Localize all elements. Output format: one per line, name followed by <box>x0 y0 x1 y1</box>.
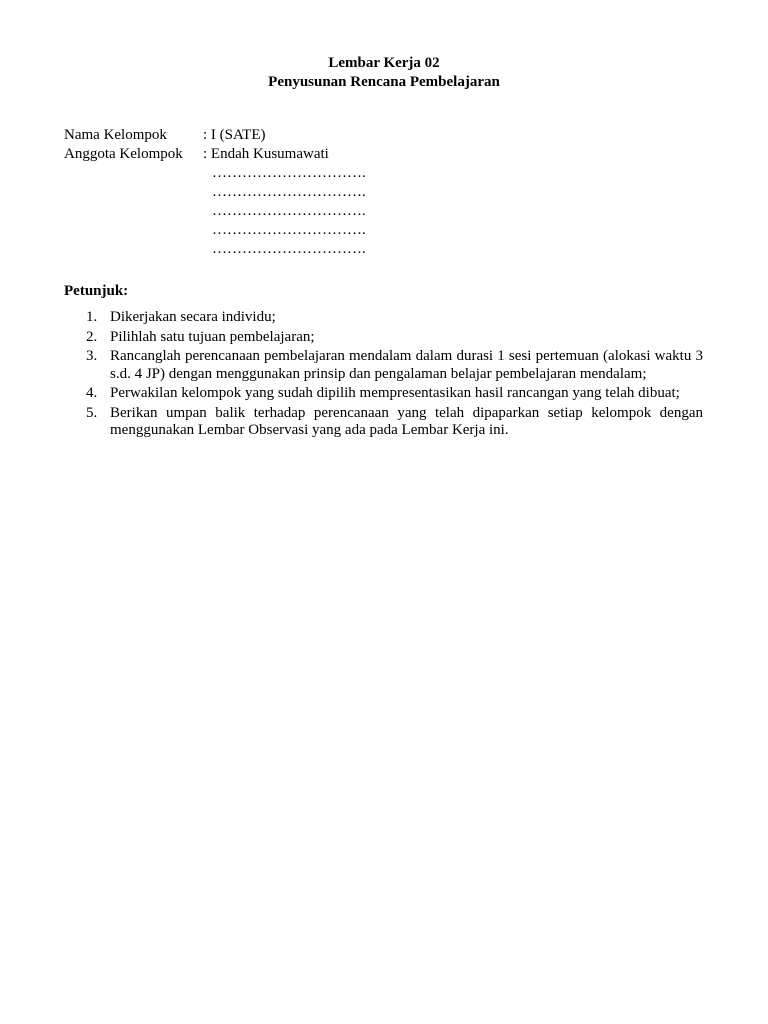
instruction-item <box>64 309 703 327</box>
member-blank-line: …………………………. <box>212 165 366 181</box>
instruction-item <box>64 385 703 403</box>
instruction-number: 4. <box>86 385 98 401</box>
document-header <box>0 54 768 92</box>
instruction-item <box>64 329 703 347</box>
group-name-value: : I (SATE) <box>203 127 266 143</box>
instruction-text: Dikerjakan secara individu; <box>110 309 276 325</box>
group-members-row <box>64 145 329 164</box>
instruction-number: 5. <box>86 404 98 421</box>
group-member-1: : Endah Kusumawati <box>203 146 329 162</box>
instruction-number: 2. <box>86 328 98 345</box>
instruction-number: 1. <box>86 309 98 325</box>
member-blank-line: …………………………. <box>212 184 366 200</box>
instructions-heading: Petunjuk: <box>64 283 129 299</box>
member-blank-lines <box>212 164 366 259</box>
instruction-number: 3. <box>86 348 98 364</box>
document-title: Lembar Kerja 02 <box>328 55 440 71</box>
instruction-item <box>64 405 703 440</box>
group-name-row <box>64 126 329 145</box>
instructions-list <box>64 309 703 442</box>
group-members-label: Anggota Kelompok <box>64 146 183 162</box>
member-blank-line: …………………………. <box>212 203 366 219</box>
instruction-item <box>64 348 703 383</box>
instruction-text: Berikan umpan balik terhadap perencanaan yang telah dipaparkan setiap kelompok dengan menggunakan Lembar Observasi yang ada pada Lembar Kerja ini. <box>110 404 703 438</box>
group-info <box>64 126 329 164</box>
document-subtitle: Penyusunan Rencana Pembelajaran <box>268 74 500 90</box>
member-blank-line: …………………………. <box>212 241 366 257</box>
group-name-label: Nama Kelompok <box>64 127 167 143</box>
instruction-text: Perwakilan kelompok yang sudah dipilih mempresentasikan hasil rancangan yang telah dibuat; <box>110 385 680 401</box>
instruction-text: Rancanglah perencanaan pembelajaran mendalam dalam durasi 1 sesi pertemuan (alokasi waktu 3 s.d. 4 JP) dengan menggunakan prinsip dan pengalaman belajar pembelajaran mendalam; <box>110 348 703 382</box>
instruction-text: Pilihlah satu tujuan pembelajaran; <box>110 328 315 345</box>
member-blank-line: …………………………. <box>212 222 366 238</box>
